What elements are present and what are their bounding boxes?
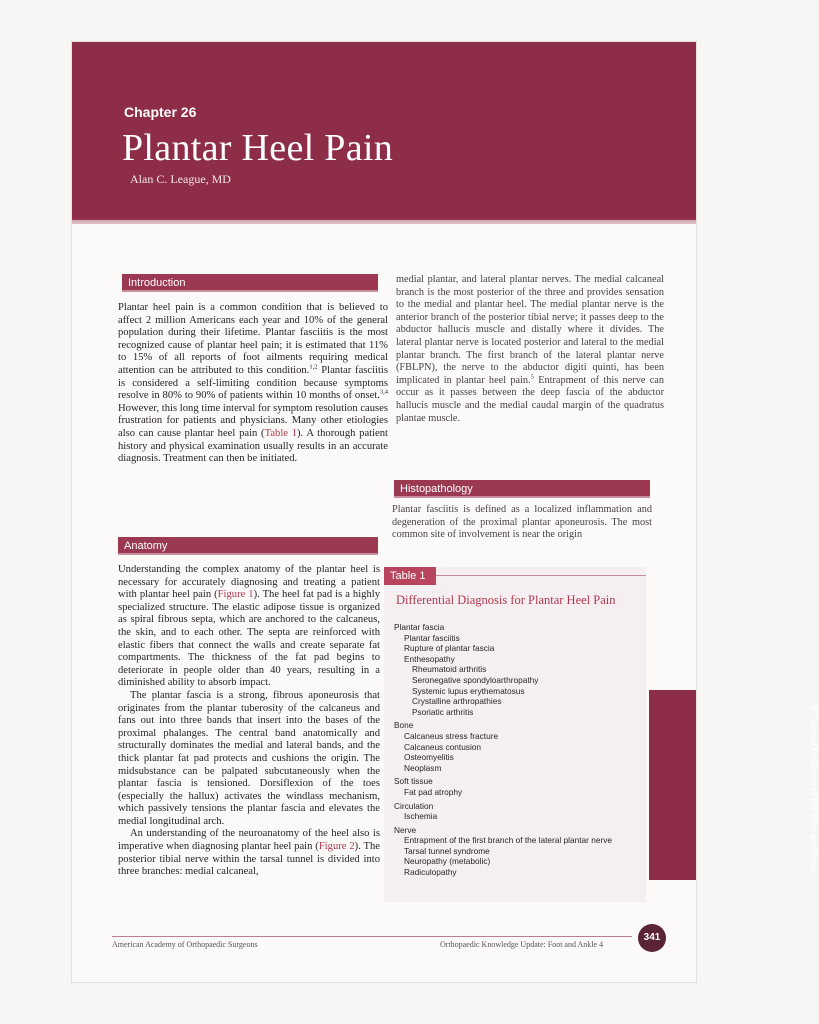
table-group: [394, 622, 642, 717]
book-page: [72, 42, 819, 982]
histopathology-body: [392, 504, 652, 542]
citation: 1,2: [309, 363, 318, 371]
table-group: [394, 825, 642, 878]
table-item: Enthesopathy: [404, 653, 455, 664]
table-title: Differential Diagnosis for Plantar Heel Pain: [396, 593, 616, 607]
table-item: Systemic lupus erythematosus: [412, 685, 525, 696]
text-run: ). A thorough patient history and physical examination usually results in an accurate diagnosis. Treatment can then be initiated.: [118, 427, 388, 465]
table-item: Crystalline arthropathies: [412, 696, 502, 707]
author: Alan C. League, MD: [130, 172, 231, 186]
page-number: 341: [638, 924, 666, 952]
table-item: Fat pad atrophy: [404, 786, 463, 797]
text-run: ). The heel fat pad is a highly specialized structure. The elastic adipose tissue is organized as spiral fibrous septa, which are anchored to the calcaneus, the skin, and to each other. The septa are reinforced with elastic fibers that connect the walls and create separate fat compartments. The thickness of the fat pad begins to deteriorate in people older than 40 years, resulting in a diminished ability to absorb impact.: [118, 589, 380, 689]
histopathology-paragraph: Plantar fasciitis is defined as a localized inflammation and degeneration of the proximal plantar aponeurosis. The most common site of involvement is near the origin: [392, 504, 652, 541]
table-item: Neuropathy (metabolic): [404, 856, 491, 867]
anatomy-paragraph: The plantar fascia is a strong, fibrous aponeurosis that originates from the plantar tuberosity of the calcaneus and fans out into three bands that insert into the bases of the proximal phalanges. The central band anatomically and structurally dominates the medial and lateral bands, and the thick plantar fat pad protects and cushions the origin. The midsubstance can be palpated subcutaneously when the plantar fascia is tensioned. Dorsiflexion of the toes (especially the hallux) activates the windlass mechanism, which passively tensions the plantar fascia and elevates the medial longitudinal arch.: [118, 689, 380, 827]
differential-diagnosis-table: [384, 567, 646, 902]
table-body: [394, 619, 642, 878]
side-tab-label: 6: Special Problems of the Foot and Ankle: [809, 706, 819, 874]
figure-reference-link[interactable]: Figure 1: [217, 589, 254, 601]
table-item: Plantar fasciitis: [404, 632, 460, 643]
chapter-number: Chapter 26: [124, 104, 197, 120]
table-item: Psoriatic arthritis: [412, 706, 474, 717]
table-rule: [436, 575, 646, 576]
right-column-top: [396, 274, 664, 425]
table-item: Tarsal tunnel syndrome: [404, 845, 490, 856]
table-group: [394, 720, 642, 773]
table-label: Table 1: [384, 567, 436, 585]
table-item: Neoplasm: [404, 762, 442, 773]
text-run: However, this long time interval for symptom resolution causes frustration for patients and physicians. Many other etiologies also can cause plantar heel pain (: [118, 402, 388, 439]
figure-reference-link[interactable]: Figure 2: [318, 841, 355, 853]
text-run: An understanding of the neuroanatomy of the heel also is imperative when diagnosing plantar heel pain (: [118, 828, 380, 853]
footer-rule: [112, 936, 632, 937]
anatomy-body: [118, 564, 380, 879]
nerve-paragraph: [396, 274, 664, 425]
section-heading-histopathology: Histopathology: [394, 480, 650, 498]
text-run: medial plantar, and lateral plantar nerves. The medial calcaneal branch is the most posterior of the three and provides sensation to the medial and plantar heel. The medial plantar nerve is the anterior branch of the posterior tibial nerve; it passes deep to the abductor hallucis muscle and distally where it divides. The lateral plantar nerve is located posterior and lateral to the medial plantar branch. The first branch of the lateral plantar nerve (FBLPN), the nerve to the abductor digiti quinti, has been implicated in plantar heel pain.: [396, 274, 664, 386]
text-run: Understanding the complex anatomy of the plantar heel is necessary for accurately diagnosing and treating a patient with plantar heel pain (: [118, 564, 380, 601]
table-group-heading: Circulation: [394, 800, 434, 811]
anatomy-paragraph: [118, 564, 380, 690]
section-side-tab: [649, 690, 819, 880]
section-heading-introduction: Introduction: [122, 274, 378, 292]
introduction-body: [118, 302, 388, 466]
footer-book-title: Orthopaedic Knowledge Update: Foot and Ankle 4: [440, 940, 604, 949]
text-run: Entrapment of this nerve can occur as it passes between the deep fascia of the abductor hallucis muscle and the medial caudal margin of the quadratus plantae muscle.: [396, 374, 664, 424]
text-run: Plantar fasciitis is considered a self-limiting condition because symptoms resolve in 80% to 90% of patients within 10 months of onset.: [118, 364, 388, 402]
table-item: Seronegative spondyloarthropathy: [412, 674, 539, 685]
table-item: Ischemia: [404, 811, 438, 822]
citation: 3,4: [379, 388, 388, 396]
table-item: Calcaneus stress fracture: [404, 730, 499, 741]
table-group-heading: Soft tissue: [394, 776, 433, 787]
table-group-heading: Bone: [394, 720, 414, 731]
chapter-title: Plantar Heel Pain: [122, 127, 394, 169]
chapter-header: [72, 42, 696, 220]
table-item: Osteomyelitis: [404, 752, 454, 763]
table-reference-link[interactable]: Table 1: [264, 427, 298, 439]
table-group: [394, 801, 642, 822]
table-item: Rupture of plantar fascia: [404, 643, 495, 654]
table-group: [394, 776, 642, 797]
table-item: Radiculopathy: [404, 867, 457, 878]
text-run: ). The posterior tibial nerve within the tarsal tunnel is divided into three branches: medial calcaneal,: [118, 841, 381, 878]
footer-publisher: American Academy of Orthopaedic Surgeons: [112, 940, 258, 949]
anatomy-paragraph: [118, 828, 380, 878]
table-item: Entrapment of the first branch of the lateral plantar nerve: [404, 835, 612, 846]
table-item: Rheumatoid arthritis: [412, 664, 487, 675]
table-group-heading: Plantar fascia: [394, 622, 445, 632]
table-item: Calcaneus contusion: [404, 741, 482, 752]
section-heading-anatomy: Anatomy: [118, 537, 378, 555]
text-run: Plantar heel pain is a common condition that is believed to affect 2 million Americans each year and 10% of the general population during their lifetime. Plantar fasciitis is the most recognized cause of plantar heel pain; it is estimated that 11% to 15% of all reports of foot ailments requiring medical attention can be attributed to this condition.: [118, 302, 388, 376]
table-group-heading: Nerve: [394, 824, 417, 835]
citation: 5: [530, 373, 534, 381]
introduction-paragraph: [118, 302, 388, 466]
